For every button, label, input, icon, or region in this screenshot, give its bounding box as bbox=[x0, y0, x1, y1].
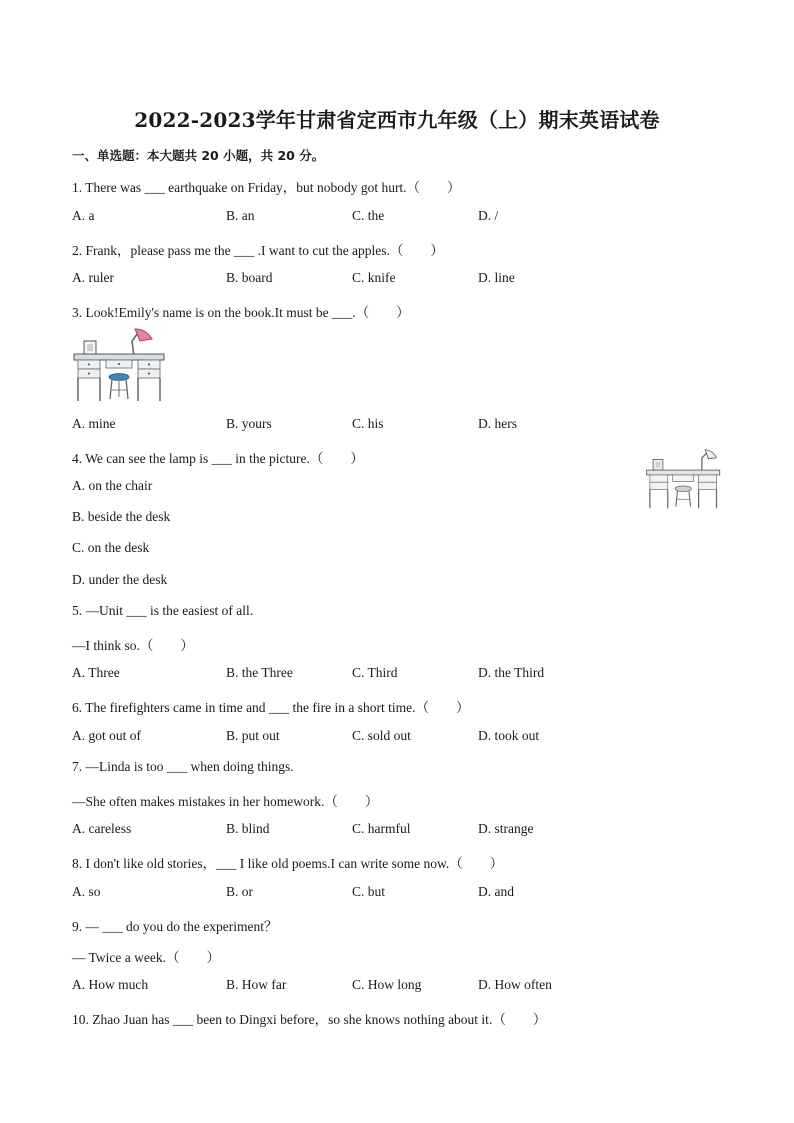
question-4-option-a[interactable]: A. on the chair bbox=[72, 478, 153, 493]
question-3-option-a[interactable]: A. mine bbox=[72, 416, 116, 431]
question-4-option-c[interactable]: C. on the desk bbox=[72, 540, 150, 555]
question-6-option-a[interactable]: A. got out of bbox=[72, 728, 141, 743]
question-7-option-b[interactable]: B. blind bbox=[226, 821, 270, 836]
question-6-option-c[interactable]: C. sold out bbox=[352, 728, 411, 743]
desk-illustration-small-icon bbox=[645, 447, 723, 511]
question-8-stem: 8. I don't like old stories，___ I like old poems.I can write some now.（ ） bbox=[72, 856, 504, 871]
question-9-stem: 9. — ___ do you do the experiment？ bbox=[72, 919, 278, 934]
exam-title: 2022-2023学年甘肃省定西市九年级（上）期末英语试卷 bbox=[134, 108, 660, 132]
question-3-option-c[interactable]: C. his bbox=[352, 416, 384, 431]
question-6-option-d[interactable]: D. took out bbox=[478, 728, 540, 743]
question-8-option-a[interactable]: A. so bbox=[72, 884, 101, 899]
question-8-option-b[interactable]: B. or bbox=[226, 884, 253, 899]
question-9-option-b[interactable]: B. How far bbox=[226, 977, 287, 992]
question-5-option-c[interactable]: C. Third bbox=[352, 665, 398, 680]
question-8-option-c[interactable]: C. but bbox=[352, 884, 386, 899]
question-7-stem-reply: —She often makes mistakes in her homework.（ ） bbox=[72, 794, 379, 809]
question-2-option-d[interactable]: D. line bbox=[478, 270, 515, 285]
question-5-option-a[interactable]: A. Three bbox=[72, 665, 120, 680]
question-9-option-a[interactable]: A. How much bbox=[72, 977, 149, 992]
question-2-stem: 2. Frank，please pass me the ___ .I want to cut the apples.（ ） bbox=[72, 243, 444, 258]
question-5-stem-reply: —I think so.（ ） bbox=[72, 638, 194, 653]
question-7-option-c[interactable]: C. harmful bbox=[352, 821, 411, 836]
question-1-option-b[interactable]: B. an bbox=[226, 208, 255, 223]
question-3-option-b[interactable]: B. yours bbox=[226, 416, 272, 431]
question-1-option-d[interactable]: D. / bbox=[478, 208, 499, 223]
question-1-stem: 1. There was ___ earthquake on Friday，but nobody got hurt.（ ） bbox=[72, 180, 461, 195]
question-1-option-c[interactable]: C. the bbox=[352, 208, 385, 223]
question-8-option-d[interactable]: D. and bbox=[478, 884, 514, 899]
question-2-option-c[interactable]: C. knife bbox=[352, 270, 396, 285]
question-10-stem: 10. Zhao Juan has ___ been to Dingxi before，so she knows nothing about it.（ ） bbox=[72, 1012, 547, 1027]
question-7-option-a[interactable]: A. careless bbox=[72, 821, 132, 836]
question-9-option-d[interactable]: D. How often bbox=[478, 977, 552, 992]
question-6-stem: 6. The firefighters came in time and ___ the fire in a short time.（ ） bbox=[72, 700, 470, 715]
question-7-option-d[interactable]: D. strange bbox=[478, 821, 534, 836]
question-3-stem: 3. Look!Emily's name is on the book.It must be ___.（ ） bbox=[72, 305, 410, 320]
question-2-option-b[interactable]: B. board bbox=[226, 270, 273, 285]
question-4-option-b[interactable]: B. beside the desk bbox=[72, 509, 171, 524]
question-5-option-b[interactable]: B. the Three bbox=[226, 665, 293, 680]
question-2-option-a[interactable]: A. ruler bbox=[72, 270, 114, 285]
question-7-stem: 7. —Linda is too ___ when doing things. bbox=[72, 759, 294, 774]
question-1-option-a[interactable]: A. a bbox=[72, 208, 95, 223]
question-6-option-b[interactable]: B. put out bbox=[226, 728, 280, 743]
question-9-stem-reply: — Twice a week.（ ） bbox=[72, 950, 221, 965]
question-4-option-d[interactable]: D. under the desk bbox=[72, 572, 168, 587]
section-heading: 一、单选题：本大题共 20 小题，共 20 分。 bbox=[72, 148, 325, 163]
desk-illustration-icon bbox=[72, 327, 168, 403]
question-5-option-d[interactable]: D. the Third bbox=[478, 665, 545, 680]
question-3-option-d[interactable]: D. hers bbox=[478, 416, 517, 431]
question-5-stem: 5. —Unit ___ is the easiest of all. bbox=[72, 603, 254, 618]
question-4-stem: 4. We can see the lamp is ___ in the picture.（ ） bbox=[72, 451, 364, 466]
question-9-option-c[interactable]: C. How long bbox=[352, 977, 422, 992]
